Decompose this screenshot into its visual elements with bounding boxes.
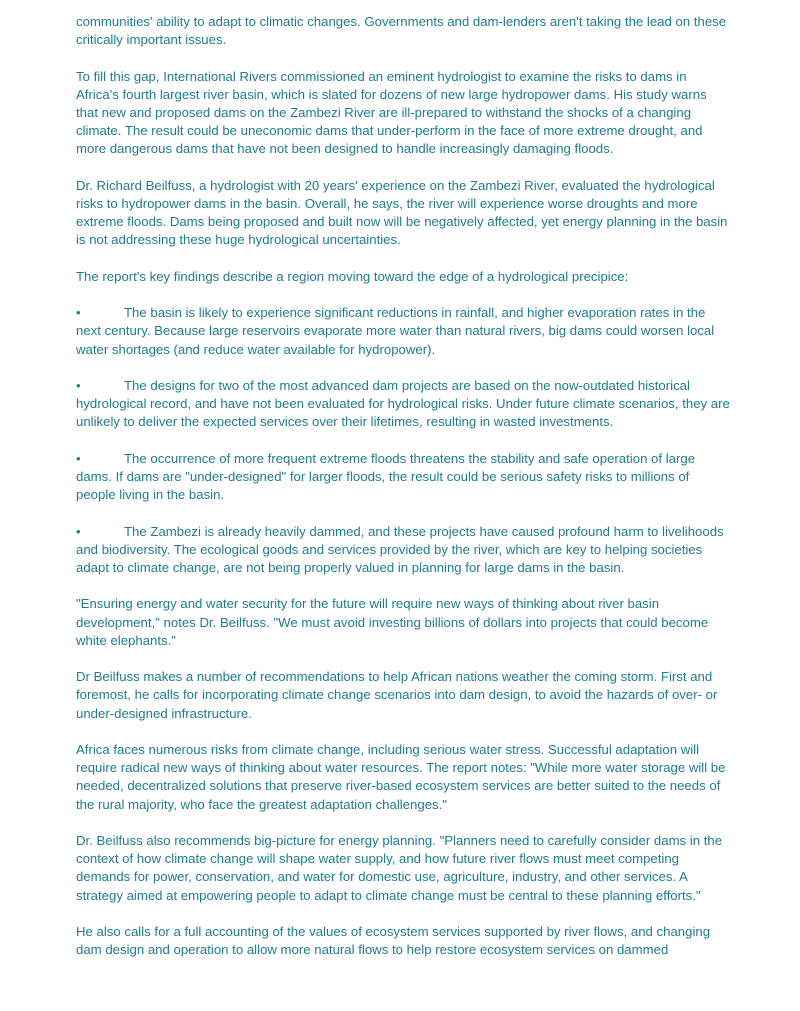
bullet-text: The occurrence of more frequent extreme floods threatens the stability and safe operation of large dams. If dams are "under-designed" for larger floods, the result could be serious safety risks to millions of people living in the basin.: [76, 450, 696, 503]
paragraph-quote-energy-security: "Ensuring energy and water security for the future will require new ways of thinking about river basin development," notes Dr. Beilfuss. "We must avoid investing billions of dollars into projects that could become white elephants.": [76, 596, 709, 648]
paragraph-energy-planning: Dr. Beilfuss also recommends big-picture for energy planning. "Planners need to carefully consider dams in the context of how climate change will shape water supply, and how future river flows must meet competing demands for power, conservation, and water for domestic use, agriculture, industry, and other services. A strategy aimed at empowering people to adapt to climate change must be central to these planning efforts.": [76, 832, 723, 903]
bullet-marker: •: [76, 450, 81, 466]
list-item-heavily-dammed: [76, 523, 732, 578]
bullet-marker: •: [76, 305, 81, 321]
bullet-text: The basin is likely to experience significant reductions in rainfall, and higher evaporation rates in the next century. Because large reservoirs evaporate more water than natural rivers, big dams could worsen local water shortages (and reduce water available for hydropower).: [76, 305, 715, 357]
list-item-rainfall: [76, 304, 732, 359]
paragraph-recommendations: Dr Beilfuss makes a number of recommendations to help African nations weather the coming storm. First and foremost, he calls for incorporating climate change scenarios into dam design, to avoid the hazards of over- or under-designed infrastructure.: [76, 669, 718, 721]
paragraph-key-findings-intro: The report's key findings describe a region moving toward the edge of a hydrological precipice:: [76, 268, 629, 284]
bullet-marker: •: [76, 377, 81, 393]
paragraph-intro-continued: communities' ability to adapt to climatic changes. Governments and dam-lenders aren't taking the lead on these critically important issues.: [76, 14, 727, 48]
paragraph-ecosystem-accounting: He also calls for a full accounting of the values of ecosystem services supported by river flows, and changing dam design and operation to allow more natural flows to help restore ecosystem services on dammed: [76, 923, 711, 958]
list-item-extreme-floods: [76, 450, 732, 505]
paragraph-beilfuss-evaluation: Dr. Richard Beilfuss, a hydrologist with 20 years' experience on the Zambezi River, evaluated the hydrological risks to hydropower dams in the basin. Overall, he says, the river will experience worse droughts and more extreme floods. Dams being proposed and built now will be negatively affected, yet energy planning in the basin is not addressing these huge hydrological uncertainties.: [76, 177, 728, 248]
paragraph-study-overview: To fill this gap, International Rivers commissioned an eminent hydrologist to examine the risks to dams in Africa's fourth largest river basin, which is slated for dozens of new large hydropower dams. His study warns that new and proposed dams on the Zambezi River are ill-prepared to withstand the shocks of a changing climate. The result could be uneconomic dams that under-perform in the face of more extreme drought, and more dangerous dams that have not been designed to handle increasingly damaging floods.: [76, 68, 707, 157]
document-page: [76, 13, 732, 978]
bullet-text: The Zambezi is already heavily dammed, and these projects have caused profound harm to livelihoods and biodiversity. The ecological goods and services provided by the river, which are key to helping societies adapt to climate change, are not being properly valued in planning for large dams in the basin.: [76, 523, 724, 575]
list-item-dam-designs: [76, 377, 732, 432]
bullet-text: The designs for two of the most advanced dam projects are based on the now-outdated historical hydrological record, and have not been evaluated for hydrological risks. Under future climate scenarios, they are unlikely to deliver the expected services over their lifetimes, resulting in wasted investments.: [76, 377, 730, 430]
bullet-marker: •: [76, 523, 81, 539]
paragraph-africa-risks: Africa faces numerous risks from climate change, including serious water stress. Successful adaptation will require radical new ways of thinking about water resources. The report notes: "While more water storage will be needed, decentralized solutions that preserve river-based ecosystem services are better suited to the needs of the rural majority, who face the greatest adaptation challenges.": [76, 741, 726, 812]
